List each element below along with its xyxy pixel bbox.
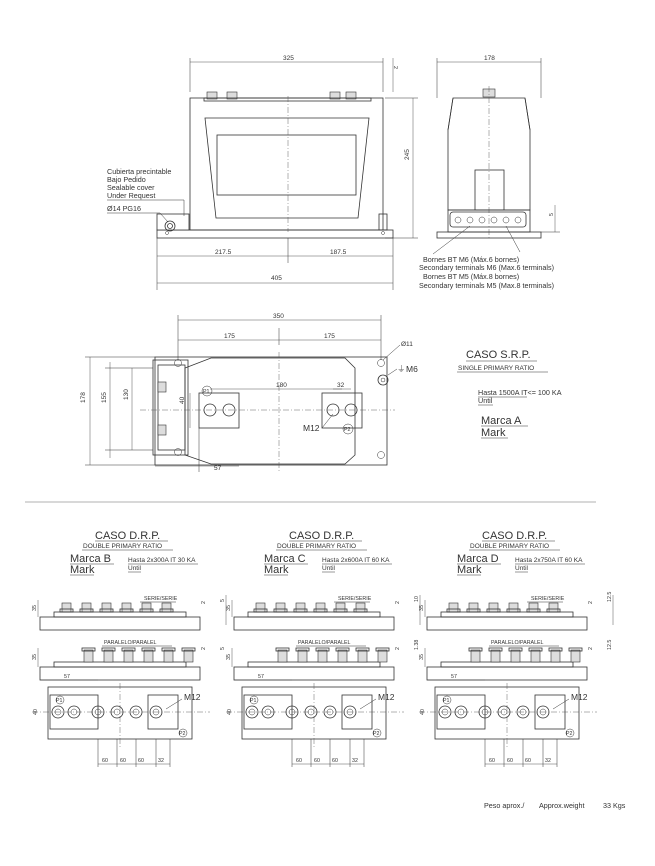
weight-value: 33 Kgs	[603, 801, 626, 810]
serie-base	[427, 617, 587, 630]
terminal-block-right	[342, 695, 372, 729]
dim-5-side: 5	[549, 213, 555, 216]
dim-325: 325	[283, 55, 294, 62]
spacing-2: 60	[507, 758, 513, 764]
plan-hole: Ø11	[401, 341, 413, 348]
drp-subtitle: DOUBLE PRIMARY RATIO	[277, 543, 357, 550]
dim-175-left: 175	[224, 333, 235, 340]
serie-label: SERIE/SERIE	[144, 596, 178, 602]
plan-m6: M6	[406, 364, 418, 374]
dim-paralelo-f: 12.5	[607, 639, 613, 650]
dim-serie-b: 2	[588, 601, 594, 604]
dim-178-plan: 178	[80, 392, 87, 403]
serie-bolt	[122, 603, 131, 612]
serie-bolt	[256, 603, 265, 612]
drp-until-es: Hasta 2x750A IT 60 KA	[515, 557, 583, 564]
dim-405: 405	[271, 275, 282, 282]
dim-180: 180	[276, 382, 287, 389]
paralelo-bolt	[571, 650, 580, 662]
paralelo-plate	[54, 662, 186, 667]
spacing-2: 60	[120, 758, 126, 764]
serie-bolt	[336, 603, 345, 612]
drp-mark-en: Mark	[70, 564, 95, 576]
dim-paralelo-d: 35	[419, 654, 425, 660]
paralelo-label: PARALELO/PARALEL	[298, 640, 351, 646]
note-cover-en: Sealable cover	[107, 183, 155, 192]
srp-subtitle: SINGLE PRIMARY RATIO	[458, 365, 535, 372]
dim-paralelo-d: 35	[226, 654, 232, 660]
spacing-1: 60	[296, 758, 302, 764]
drp-subtitle: DOUBLE PRIMARY RATIO	[470, 543, 550, 550]
earth-symbol: ⏚	[397, 364, 406, 374]
serie-base	[40, 617, 200, 630]
drp-title: CASO D.R.P.	[482, 530, 548, 542]
dim-top-2: 2	[392, 66, 398, 69]
serie-bolt	[529, 603, 538, 612]
drp-p1: P1	[56, 698, 63, 704]
serie-bolt	[162, 603, 171, 612]
paralelo-label: PARALELO/PARALEL	[491, 640, 544, 646]
paralelo-bolt	[471, 650, 480, 662]
dim-paralelo-e: 2	[201, 647, 207, 650]
drp-p2: P2	[566, 731, 573, 737]
terminal-block-right	[535, 695, 565, 729]
serie-bolt	[62, 603, 71, 612]
dim-paralelo-e: 2	[395, 647, 401, 650]
spacing-4: 32	[352, 758, 358, 764]
spacing-1: 60	[102, 758, 108, 764]
plan-m12: M12	[303, 423, 320, 433]
dim-187-5: 187.5	[330, 249, 347, 256]
paralelo-bolt	[298, 650, 307, 662]
drp-m12: M12	[184, 692, 201, 702]
srp-until-es: Hasta 1500A IT<= 100 KA	[478, 388, 562, 397]
drp-panel-b	[32, 530, 226, 767]
dim-217-5: 217.5	[215, 249, 232, 256]
serie-bolt	[296, 603, 305, 612]
drp-m12: M12	[378, 692, 395, 702]
drp-p1: P1	[250, 698, 257, 704]
dim-serie-c: 12.5	[607, 591, 613, 602]
drp-mark-es: Marca C	[264, 553, 306, 565]
weight-label-es: Peso aprox./	[484, 801, 525, 810]
paralelo-bolt	[104, 650, 113, 662]
paralelo-bolt	[184, 650, 193, 662]
paralelo-bolt	[278, 650, 287, 662]
serie-bolt	[316, 603, 325, 612]
dim-155: 155	[101, 392, 108, 403]
dim-paralelo-f: 1.38	[414, 639, 420, 650]
drp-until-es: Hasta 2x300A IT 30 KA	[128, 557, 196, 564]
drp-mark-es: Marca B	[70, 553, 111, 565]
drp-mark-en: Mark	[264, 564, 289, 576]
dim-serie-c: 10	[414, 596, 420, 602]
paralelo-plate	[248, 662, 380, 667]
serie-plate	[441, 612, 573, 617]
serie-plate	[54, 612, 186, 617]
dim-serie-a: 35	[226, 605, 232, 611]
plan-p1: P1	[203, 389, 210, 395]
dim-57: 57	[258, 674, 264, 680]
drp-p2: P2	[179, 731, 186, 737]
paralelo-label: PARALELO/PARALEL	[104, 640, 157, 646]
term-m6-en: Secondary terminals M6 (Max.6 terminals)	[419, 263, 555, 272]
serie-base	[234, 617, 394, 630]
spacing-3: 60	[332, 758, 338, 764]
paralelo-bolt	[491, 650, 500, 662]
spacing-1: 60	[489, 758, 495, 764]
term-m5-en: Secondary terminals M5 (Max.8 terminals)	[419, 281, 555, 290]
front-view	[107, 55, 418, 290]
serie-bolt	[449, 603, 458, 612]
serie-bolt	[142, 603, 151, 612]
dim-57: 57	[64, 674, 70, 680]
paralelo-bolt	[511, 650, 520, 662]
drp-panel-d	[419, 530, 613, 767]
spacing-3: 60	[525, 758, 531, 764]
dim-40: 40	[227, 709, 233, 715]
serie-bolt	[356, 603, 365, 612]
spacing-4: 32	[545, 758, 551, 764]
terminal-block-right	[148, 695, 178, 729]
drp-until-en: Until	[128, 565, 142, 572]
spacing-3: 60	[138, 758, 144, 764]
drp-until-en: Until	[322, 565, 336, 572]
paralelo-bolt	[84, 650, 93, 662]
serie-bolt	[509, 603, 518, 612]
dim-130: 130	[123, 389, 130, 400]
plan-view	[80, 313, 418, 472]
weight-label-en: Approx.weight	[539, 801, 585, 810]
plan-p2: P2	[344, 427, 351, 433]
dim-40: 40	[33, 709, 39, 715]
serie-label: SERIE/SERIE	[338, 596, 372, 602]
dim-32: 32	[337, 382, 345, 389]
dim-57: 57	[451, 674, 457, 680]
paralelo-bolt	[144, 650, 153, 662]
paralelo-bolt	[378, 650, 387, 662]
term-m6-es: Bornes BT M6 (Máx.6 bornes)	[423, 255, 520, 264]
note-request-es: Bajo Pedido	[107, 175, 146, 184]
dim-serie-a: 35	[419, 605, 425, 611]
drp-subtitle: DOUBLE PRIMARY RATIO	[83, 543, 163, 550]
dim-paralelo-e: 2	[588, 647, 594, 650]
serie-bolt	[549, 603, 558, 612]
drp-panel-c	[226, 530, 420, 767]
drp-until-es: Hasta 2x600A IT 60 KA	[322, 557, 390, 564]
dim-57: 57	[214, 465, 222, 472]
side-view	[419, 55, 560, 290]
dim-40: 40	[179, 396, 186, 404]
drp-p1: P1	[443, 698, 450, 704]
paralelo-plate	[441, 662, 573, 667]
serie-label: SERIE/SERIE	[531, 596, 565, 602]
drp-p2: P2	[373, 731, 380, 737]
paralelo-bolt	[358, 650, 367, 662]
dim-serie-b: 2	[395, 601, 401, 604]
serie-bolt	[102, 603, 111, 612]
srp-title: CASO S.R.P.	[466, 349, 531, 361]
dim-serie-c: 5	[220, 599, 226, 602]
drp-until-en: Until	[515, 565, 529, 572]
drp-m12: M12	[571, 692, 588, 702]
paralelo-bolt	[124, 650, 133, 662]
spacing-2: 60	[314, 758, 320, 764]
srp-until-en: Until	[478, 396, 493, 405]
spacing-4: 32	[158, 758, 164, 764]
dim-175-right: 175	[324, 333, 335, 340]
paralelo-bolt	[551, 650, 560, 662]
drp-mark-en: Mark	[457, 564, 482, 576]
note-gland: Ø14 PG16	[107, 204, 141, 213]
serie-plate	[248, 612, 380, 617]
paralelo-bolt	[531, 650, 540, 662]
paralelo-bolt	[164, 650, 173, 662]
dim-40: 40	[420, 709, 426, 715]
dim-serie-b: 2	[201, 601, 207, 604]
serie-bolt	[469, 603, 478, 612]
dim-serie-a: 35	[32, 605, 38, 611]
srp-mark-es: Marca A	[481, 415, 522, 427]
paralelo-bolt	[338, 650, 347, 662]
drp-title: CASO D.R.P.	[95, 530, 161, 542]
term-m5-es: Bornes BT M5 (Máx.8 bornes)	[423, 272, 520, 281]
weight-note	[484, 801, 626, 810]
dim-245: 245	[404, 149, 411, 160]
srp-mark-en: Mark	[481, 427, 506, 439]
serie-bolt	[489, 603, 498, 612]
drp-mark-es: Marca D	[457, 553, 499, 565]
paralelo-bolt	[318, 650, 327, 662]
dim-350: 350	[273, 313, 284, 320]
note-cover-es: Cubierta precintable	[107, 167, 172, 176]
srp-note	[457, 349, 562, 439]
drp-title: CASO D.R.P.	[289, 530, 355, 542]
serie-bolt	[82, 603, 91, 612]
note-request-en: Under Request	[107, 191, 156, 200]
dim-178-side: 178	[484, 55, 495, 62]
dim-paralelo-d: 35	[32, 654, 38, 660]
dim-paralelo-f: 5	[220, 647, 226, 650]
serie-bolt	[276, 603, 285, 612]
